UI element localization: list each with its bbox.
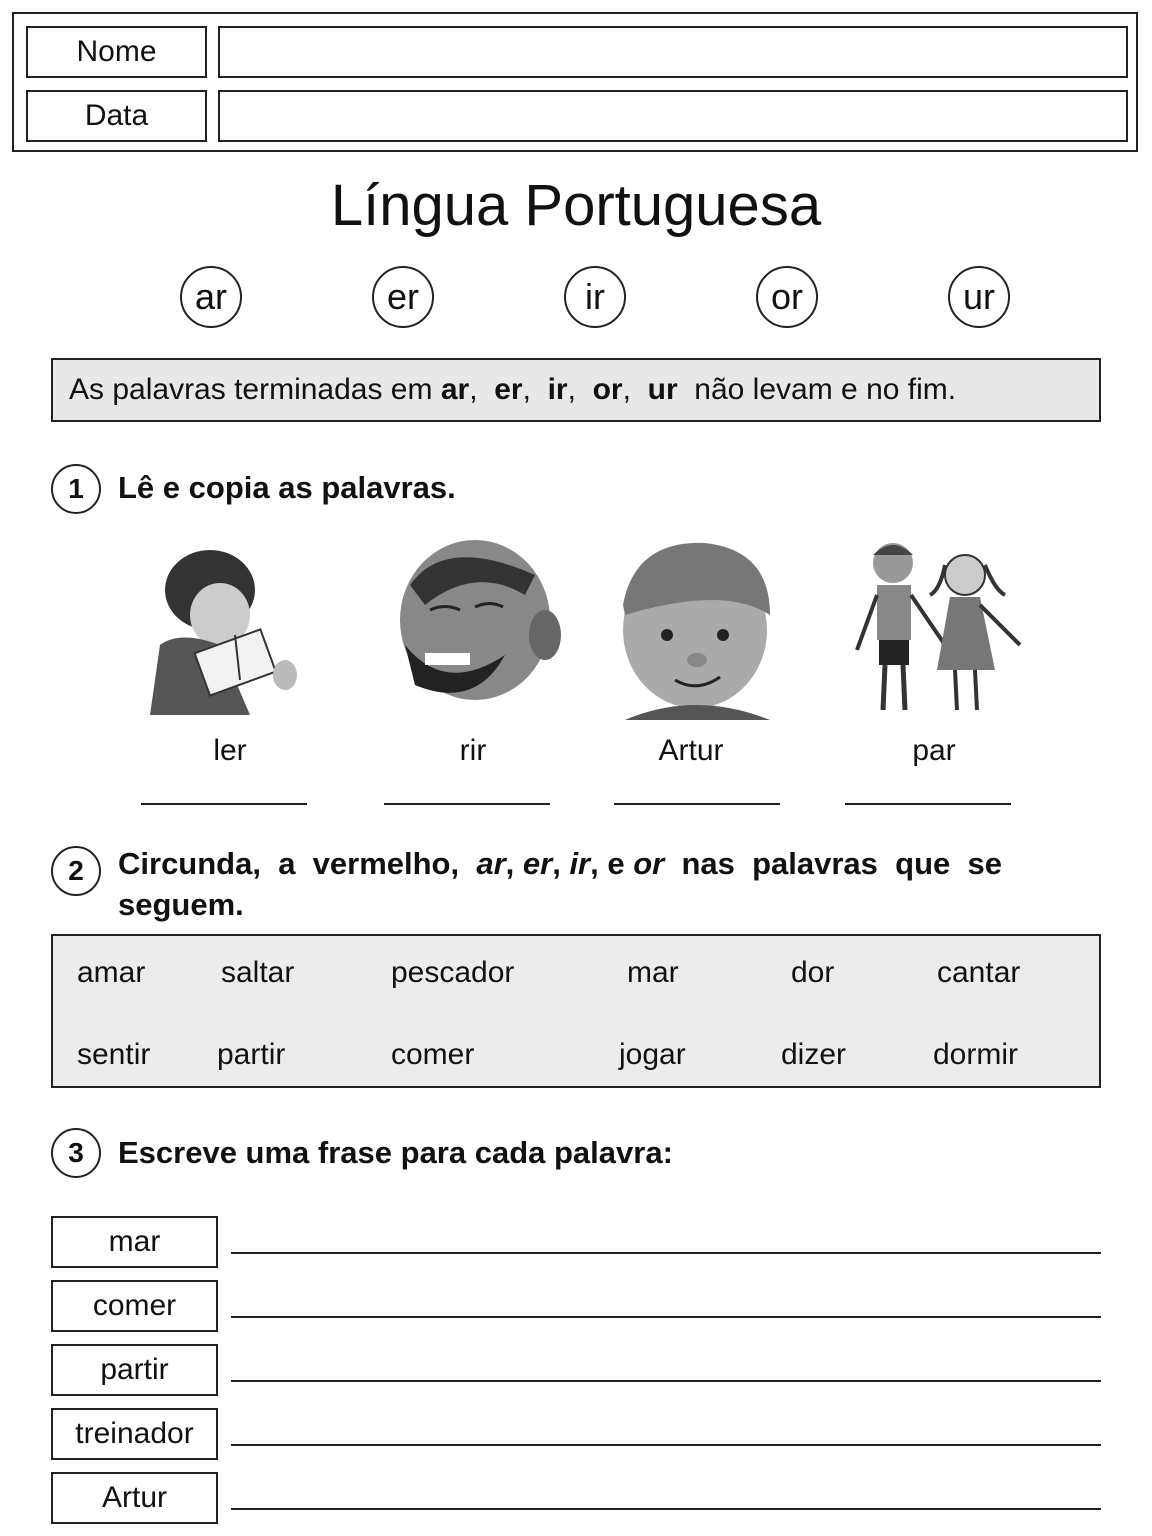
name-label: Nome: [26, 26, 207, 78]
sentence-word-box: Artur: [51, 1472, 218, 1524]
ending-circle-or: or: [756, 266, 818, 328]
grid-word[interactable]: dormir: [933, 1038, 1019, 1071]
ending-circle-ur: ur: [948, 266, 1010, 328]
rule-sep: ,: [522, 373, 548, 406]
sentence-word-box: comer: [51, 1280, 218, 1332]
grid-word[interactable]: comer: [391, 1038, 475, 1071]
sentence-line[interactable]: [231, 1252, 1101, 1254]
rule-ending-ur: ur: [647, 373, 678, 406]
sentence-line[interactable]: [231, 1444, 1101, 1446]
rule-sep: ,: [567, 373, 593, 406]
picture-word-par: par: [912, 734, 956, 767]
page-title: Língua Portuguesa: [330, 173, 822, 238]
date-label: Data: [26, 90, 207, 142]
sentence-line[interactable]: [231, 1316, 1101, 1318]
sentence-word-box: mar: [51, 1216, 218, 1268]
copy-line-rir[interactable]: [384, 803, 550, 805]
ending-circle-ar: ar: [180, 266, 242, 328]
ending-ar: ar: [476, 846, 506, 881]
ending-er: er: [522, 846, 553, 881]
rule-ending-or: or: [592, 373, 623, 406]
grid-word[interactable]: dor: [791, 956, 835, 989]
picture-word-artur: Artur: [658, 734, 724, 767]
grid-word[interactable]: jogar: [619, 1038, 686, 1071]
sentence-word-box: partir: [51, 1344, 218, 1396]
ending-circle-ir: ir: [564, 266, 626, 328]
copy-line-ler[interactable]: [141, 803, 307, 805]
name-field[interactable]: [218, 26, 1128, 78]
grid-word[interactable]: saltar: [221, 956, 295, 989]
grid-word[interactable]: dizer: [781, 1038, 847, 1071]
grid-word[interactable]: cantar: [937, 956, 1021, 989]
exercise2-instruction-line2: seguem.: [118, 887, 244, 922]
rule-sep: ,: [622, 373, 648, 406]
student-info-box: [12, 12, 1138, 152]
rule-prefix: As palavras terminadas em: [69, 373, 441, 406]
sep: , e: [590, 846, 634, 881]
date-field[interactable]: [218, 90, 1128, 142]
laughing-boy-illustration: [385, 535, 565, 725]
exercise1-instruction: Lê e copia as palavras.: [118, 470, 456, 505]
boy-and-girl-illustration: [845, 535, 1025, 725]
exercise2-text: Circunda, a vermelho,: [118, 846, 477, 881]
ending-ir: ir: [569, 846, 591, 881]
grid-word[interactable]: sentir: [77, 1038, 151, 1071]
rule-suffix: não levam e no fim.: [677, 373, 957, 406]
grid-word[interactable]: amar: [77, 956, 146, 989]
sentence-word-box: treinador: [51, 1408, 218, 1460]
exercise3-instruction: Escreve uma frase para cada palavra:: [118, 1135, 673, 1170]
rule-ending-ir: ir: [547, 373, 568, 406]
grid-word[interactable]: pescador: [391, 956, 515, 989]
rule-sep: ,: [469, 373, 495, 406]
sep: ,: [552, 846, 570, 881]
rule-ending-er: er: [494, 373, 523, 406]
copy-line-artur[interactable]: [614, 803, 780, 805]
exercise-number: 2: [51, 846, 101, 896]
grid-word[interactable]: mar: [627, 956, 679, 989]
word-grid: [51, 934, 1101, 1088]
child-reading-illustration: [140, 535, 320, 725]
copy-line-par[interactable]: [845, 803, 1011, 805]
sep: ,: [505, 846, 523, 881]
rule-ending-ar: ar: [440, 373, 470, 406]
grid-word[interactable]: partir: [217, 1038, 286, 1071]
ending-circle-er: er: [372, 266, 434, 328]
exercise2-instruction: [118, 846, 1094, 882]
exercise2-text: nas palavras que se: [664, 846, 1002, 881]
picture-word-rir: rir: [459, 734, 487, 767]
exercise-number: 1: [51, 464, 101, 514]
sentence-line[interactable]: [231, 1380, 1101, 1382]
exercise-number: 3: [51, 1128, 101, 1178]
ending-or: or: [633, 846, 665, 881]
smiling-boy-illustration: [605, 535, 785, 725]
sentence-line[interactable]: [231, 1508, 1101, 1510]
picture-word-ler: ler: [213, 734, 247, 767]
rule-box: [51, 358, 1101, 422]
